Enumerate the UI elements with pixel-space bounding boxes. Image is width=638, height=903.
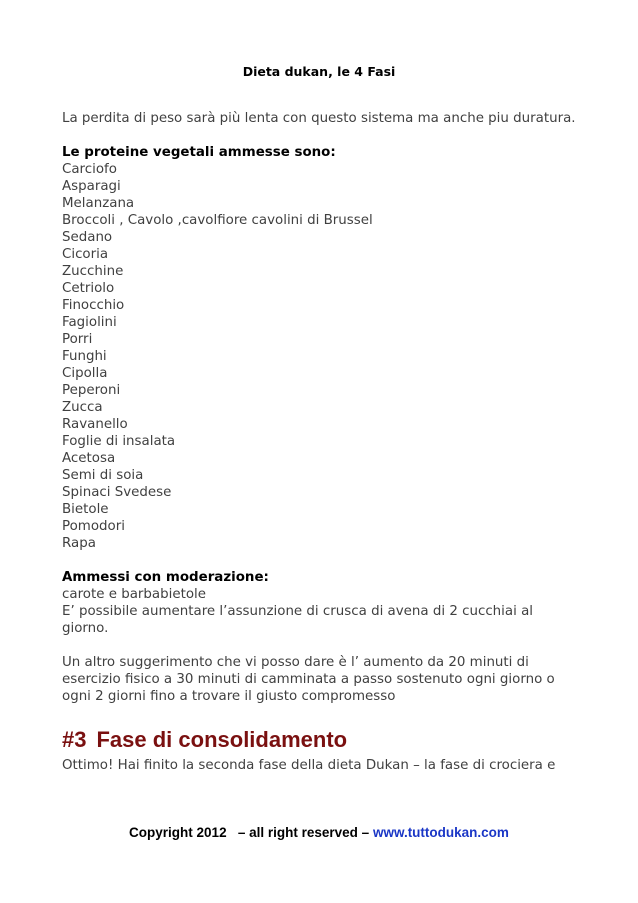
list-item: Porri (62, 332, 93, 347)
exercise-paragraph: Un altro suggerimento che vi posso dare è l’ aumento da 20 minuti di esercizio fisico a 30 minuti di camminata a passo sostenuto ogni giorno o ogni 2 giorni fino a trovare il giusto compromesso (62, 655, 555, 704)
list-item: Fagiolini (62, 315, 117, 330)
list-item: Cipolla (62, 366, 108, 381)
list-item: Carciofo (62, 162, 117, 177)
list-item: Sedano (62, 230, 113, 245)
moderation-item: carote e barbabietole (62, 587, 206, 602)
list-item: Acetosa (62, 451, 116, 466)
page-footer (0, 825, 638, 840)
intro-paragraph: La perdita di peso sarà più lenta con questo sistema ma anche piu duratura. (62, 111, 576, 126)
vegetables-list (62, 161, 582, 552)
list-item: Zucca (62, 400, 103, 415)
list-item: Broccoli , Cavolo ,cavolfiore cavolini di Brussel (62, 213, 373, 228)
list-item: Semi di soia (62, 468, 144, 483)
list-item: Bietole (62, 502, 109, 517)
document-title: Dieta dukan, le 4 Fasi (242, 64, 396, 79)
list-item: Ravanello (62, 417, 128, 432)
paragraph-spacer (62, 127, 582, 144)
vegetables-heading: Le proteine vegetali ammesse sono: (62, 145, 336, 160)
section-title: Fase di consolidamento (96, 727, 348, 752)
moderation-heading: Ammessi con moderazione: (62, 570, 269, 585)
list-item: Cicoria (62, 247, 109, 262)
section-number: #3 (62, 727, 87, 752)
list-item: Finocchio (62, 298, 125, 313)
list-item: Funghi (62, 349, 107, 364)
list-item: Cetriolo (62, 281, 115, 296)
website-link[interactable]: www.tuttodukan.com (372, 825, 509, 840)
bran-paragraph: E’ possibile aumentare l’assunzione di crusca di avena di 2 cucchiai al giorno. (62, 604, 533, 636)
list-item: Spinaci Svedese (62, 485, 172, 500)
section-heading (62, 727, 582, 753)
list-item: Rapa (62, 536, 96, 551)
list-item: Foglie di insalata (62, 434, 176, 449)
list-item: Melanzana (62, 196, 135, 211)
paragraph-spacer (62, 637, 582, 654)
copyright-text: Copyright 2012 (129, 825, 227, 840)
rights-text: – all right reserved – (237, 825, 370, 840)
document-body (62, 110, 582, 774)
list-item: Asparagi (62, 179, 121, 194)
list-item: Peperoni (62, 383, 121, 398)
section-paragraph: Ottimo! Hai finito la seconda fase della dieta Dukan – la fase di crociera e (62, 758, 556, 773)
list-item: Zucchine (62, 264, 124, 279)
list-item: Pomodori (62, 519, 125, 534)
paragraph-spacer (62, 552, 582, 569)
